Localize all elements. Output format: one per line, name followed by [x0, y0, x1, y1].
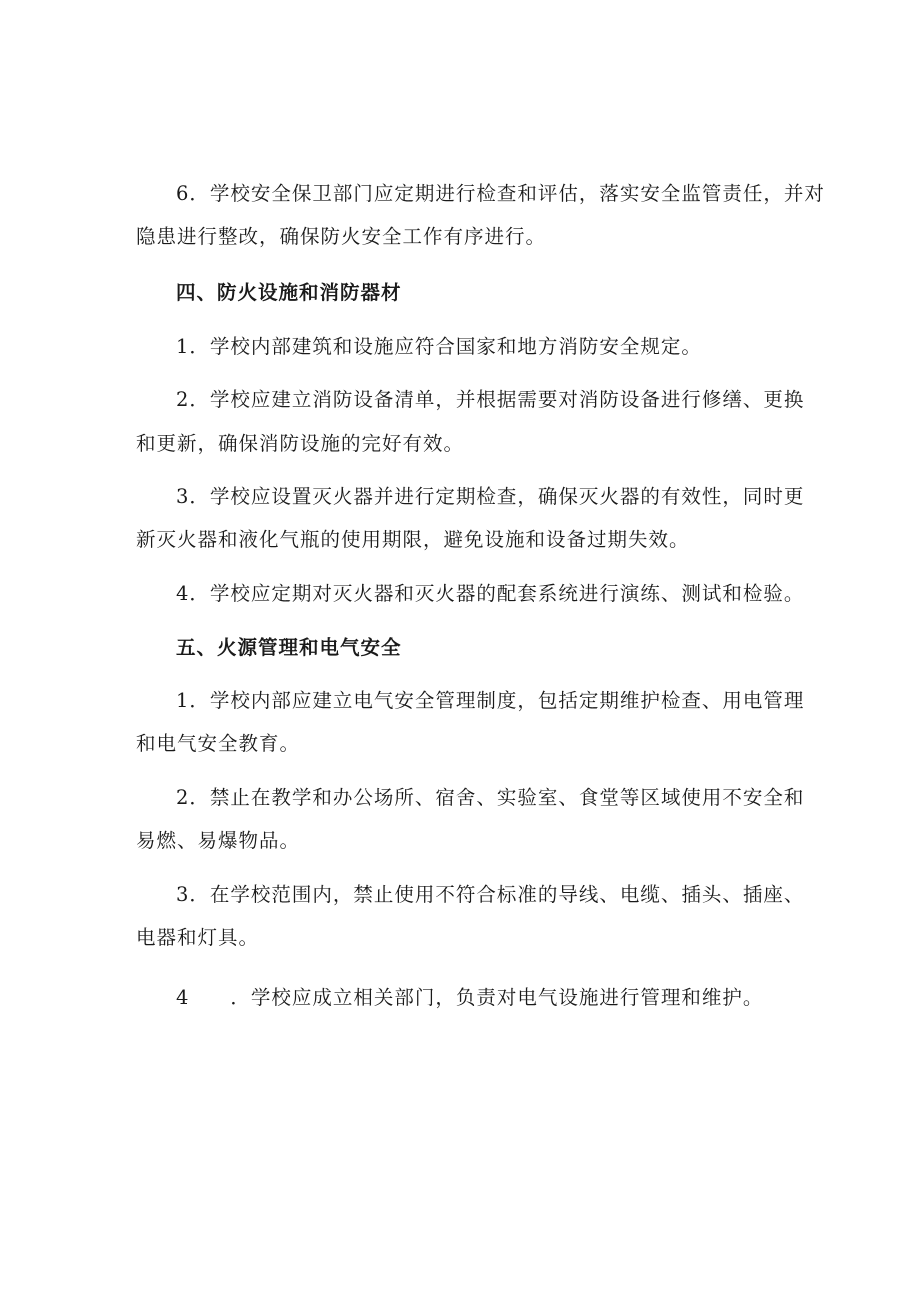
paragraph-line: 隐患进行整改，确保防火安全工作有序进行。	[136, 225, 547, 248]
paragraph-line: 1．学校内部建筑和设施应符合国家和地方消防安全规定。	[176, 335, 702, 358]
paragraph-line: 和更新，确保消防设施的完好有效。	[136, 432, 465, 455]
paragraph-line: 1．学校内部应建立电气安全管理制度，包括定期维护检查、用电管理	[176, 689, 805, 712]
paragraph-line: 3．学校应设置灭火器并进行定期检查，确保灭火器的有效性，同时更	[176, 485, 805, 508]
paragraph-line: 新灭火器和液化气瓶的使用期限，避免设施和设备过期失效。	[136, 528, 690, 551]
paragraph-line: 4 ．学校应成立相关部门，负责对电气设施进行管理和维护。	[176, 986, 764, 1009]
paragraph-line: 2．学校应建立消防设备清单，并根据需要对消防设备进行修缮、更换	[176, 388, 805, 411]
paragraph-line: 和电气安全教育。	[136, 732, 301, 755]
section-heading: 四、防火设施和消防器材	[176, 281, 402, 304]
paragraph-line: 4．学校应定期对灭火器和灭火器的配套系统进行演练、测试和检验。	[176, 582, 805, 605]
paragraph-line: 2．禁止在教学和办公场所、宿舍、实验室、食堂等区域使用不安全和	[176, 786, 805, 809]
paragraph-line: 6．学校安全保卫部门应定期进行检查和评估，落实安全监管责任，并对	[176, 182, 825, 205]
paragraph-line: 3．在学校范围内，禁止使用不符合标准的导线、电缆、插头、插座、	[176, 883, 805, 906]
section-heading: 五、火源管理和电气安全	[176, 636, 402, 659]
paragraph-line: 易燃、易爆物品。	[136, 829, 301, 852]
paragraph-line: 电器和灯具。	[136, 926, 260, 949]
